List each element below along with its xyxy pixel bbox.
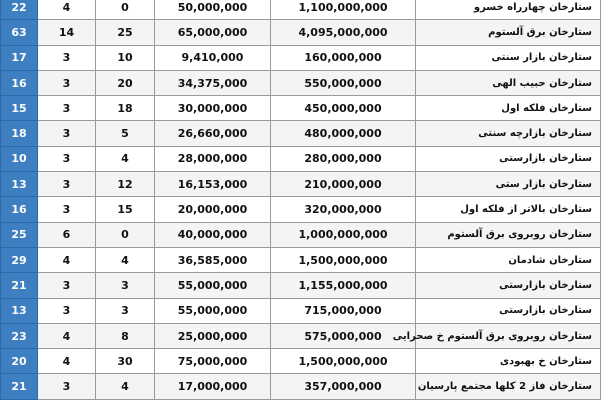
cell-price-per-meter: 50,000,000 xyxy=(155,0,271,20)
table-row xyxy=(1,172,601,197)
cell-location: ستارخان روبروی برق آلستوم خ صحرایی xyxy=(416,323,601,348)
cell-floors: 4 xyxy=(38,323,96,348)
cell-total-price: 320,000,000 xyxy=(271,197,416,222)
cell-units: 4 xyxy=(96,146,155,171)
cell-units: 25 xyxy=(96,20,155,45)
cell-area: 63 xyxy=(1,20,38,45)
cell-location: ستارخان بالاتر از فلکه اول xyxy=(416,197,601,222)
cell-price-per-meter: 26,660,000 xyxy=(155,121,271,146)
cell-area: 29 xyxy=(1,247,38,272)
listing-table-body xyxy=(1,0,601,399)
cell-price-per-meter: 25,000,000 xyxy=(155,323,271,348)
cell-location: ستارخان چهارراه خسرو xyxy=(416,0,601,20)
cell-floors: 14 xyxy=(38,20,96,45)
cell-location: ستارخان فلکه اول xyxy=(416,96,601,121)
cell-location: ستارخان بازارستی xyxy=(416,146,601,171)
cell-area: 21 xyxy=(1,273,38,298)
cell-price-per-meter: 36,585,000 xyxy=(155,247,271,272)
cell-units: 4 xyxy=(96,374,155,399)
table-row xyxy=(1,121,601,146)
cell-total-price: 4,095,000,000 xyxy=(271,20,416,45)
cell-location: ستارخان برق آلستوم xyxy=(416,20,601,45)
cell-location: ستارخان روبروی برق آلستوم xyxy=(416,222,601,247)
cell-location: ستارخان خ بهبودی xyxy=(416,349,601,374)
table-row xyxy=(1,45,601,70)
cell-floors: 4 xyxy=(38,349,96,374)
cell-total-price: 1,155,000,000 xyxy=(271,273,416,298)
cell-area: 16 xyxy=(1,70,38,95)
table-row xyxy=(1,323,601,348)
cell-price-per-meter: 20,000,000 xyxy=(155,197,271,222)
cell-location: ستارخان بازارستی xyxy=(416,298,601,323)
cell-units: 5 xyxy=(96,121,155,146)
cell-area: 21 xyxy=(1,374,38,399)
cell-total-price: 280,000,000 xyxy=(271,146,416,171)
cell-area: 25 xyxy=(1,222,38,247)
cell-floors: 3 xyxy=(38,172,96,197)
cell-location: ستارخان بازار سنتی xyxy=(416,45,601,70)
cell-location: ستارخان بازار ستی xyxy=(416,172,601,197)
cell-price-per-meter: 65,000,000 xyxy=(155,20,271,45)
cell-units: 30 xyxy=(96,349,155,374)
cell-units: 4 xyxy=(96,247,155,272)
cell-total-price: 357,000,000 xyxy=(271,374,416,399)
table-row xyxy=(1,70,601,95)
cell-area: 16 xyxy=(1,197,38,222)
cell-units: 8 xyxy=(96,323,155,348)
cell-floors: 4 xyxy=(38,247,96,272)
cell-floors: 3 xyxy=(38,146,96,171)
cell-price-per-meter: 17,000,000 xyxy=(155,374,271,399)
cell-floors: 3 xyxy=(38,121,96,146)
cell-total-price: 450,000,000 xyxy=(271,96,416,121)
cell-area: 15 xyxy=(1,96,38,121)
cell-price-per-meter: 30,000,000 xyxy=(155,96,271,121)
cell-price-per-meter: 55,000,000 xyxy=(155,298,271,323)
cell-units: 12 xyxy=(96,172,155,197)
cell-area: 17 xyxy=(1,45,38,70)
cell-location: ستارخان بازارستی xyxy=(416,273,601,298)
cell-units: 18 xyxy=(96,96,155,121)
cell-price-per-meter: 40,000,000 xyxy=(155,222,271,247)
cell-units: 15 xyxy=(96,197,155,222)
table-row xyxy=(1,96,601,121)
table-row xyxy=(1,20,601,45)
cell-units: 10 xyxy=(96,45,155,70)
cell-price-per-meter: 75,000,000 xyxy=(155,349,271,374)
cell-total-price: 1,000,000,000 xyxy=(271,222,416,247)
cell-total-price: 1,100,000,000 xyxy=(271,0,416,20)
cell-location: ستارخان فاز 2 کلها مجتمع پارسیان xyxy=(416,374,601,399)
table-row xyxy=(1,349,601,374)
table-row xyxy=(1,273,601,298)
cell-area: 23 xyxy=(1,323,38,348)
cell-area: 13 xyxy=(1,298,38,323)
cell-units: 3 xyxy=(96,273,155,298)
cell-area: 22 xyxy=(1,0,38,20)
cell-floors: 3 xyxy=(38,96,96,121)
cell-total-price: 210,000,000 xyxy=(271,172,416,197)
cell-area: 13 xyxy=(1,172,38,197)
table-row xyxy=(1,0,601,20)
cell-floors: 3 xyxy=(38,374,96,399)
cell-total-price: 550,000,000 xyxy=(271,70,416,95)
cell-area: 10 xyxy=(1,146,38,171)
cell-total-price: 715,000,000 xyxy=(271,298,416,323)
cell-floors: 3 xyxy=(38,45,96,70)
cell-total-price: 480,000,000 xyxy=(271,121,416,146)
cell-total-price: 160,000,000 xyxy=(271,45,416,70)
cell-floors: 6 xyxy=(38,222,96,247)
cell-floors: 3 xyxy=(38,197,96,222)
cell-units: 0 xyxy=(96,222,155,247)
cell-price-per-meter: 9,410,000 xyxy=(155,45,271,70)
cell-price-per-meter: 55,000,000 xyxy=(155,273,271,298)
cell-area: 20 xyxy=(1,349,38,374)
table-row xyxy=(1,247,601,272)
cell-floors: 4 xyxy=(38,0,96,20)
cell-floors: 3 xyxy=(38,70,96,95)
cell-units: 20 xyxy=(96,70,155,95)
cell-location: ستارخان بازارچه سنتی xyxy=(416,121,601,146)
cell-price-per-meter: 34,375,000 xyxy=(155,70,271,95)
cell-location: ستارخان شادمان xyxy=(416,247,601,272)
table-row xyxy=(1,146,601,171)
cell-units: 3 xyxy=(96,298,155,323)
cell-total-price: 1,500,000,000 xyxy=(271,247,416,272)
cell-units: 0 xyxy=(96,0,155,20)
cell-total-price: 575,000,000 xyxy=(271,323,416,348)
cell-price-per-meter: 28,000,000 xyxy=(155,146,271,171)
cell-location: ستارخان حبیب الهی xyxy=(416,70,601,95)
cell-floors: 3 xyxy=(38,273,96,298)
cell-total-price: 1,500,000,000 xyxy=(271,349,416,374)
table-row xyxy=(1,298,601,323)
cell-area: 18 xyxy=(1,121,38,146)
table-row xyxy=(1,222,601,247)
table-row xyxy=(1,197,601,222)
table-row xyxy=(1,374,601,399)
cell-floors: 3 xyxy=(38,298,96,323)
cell-price-per-meter: 16,153,000 xyxy=(155,172,271,197)
